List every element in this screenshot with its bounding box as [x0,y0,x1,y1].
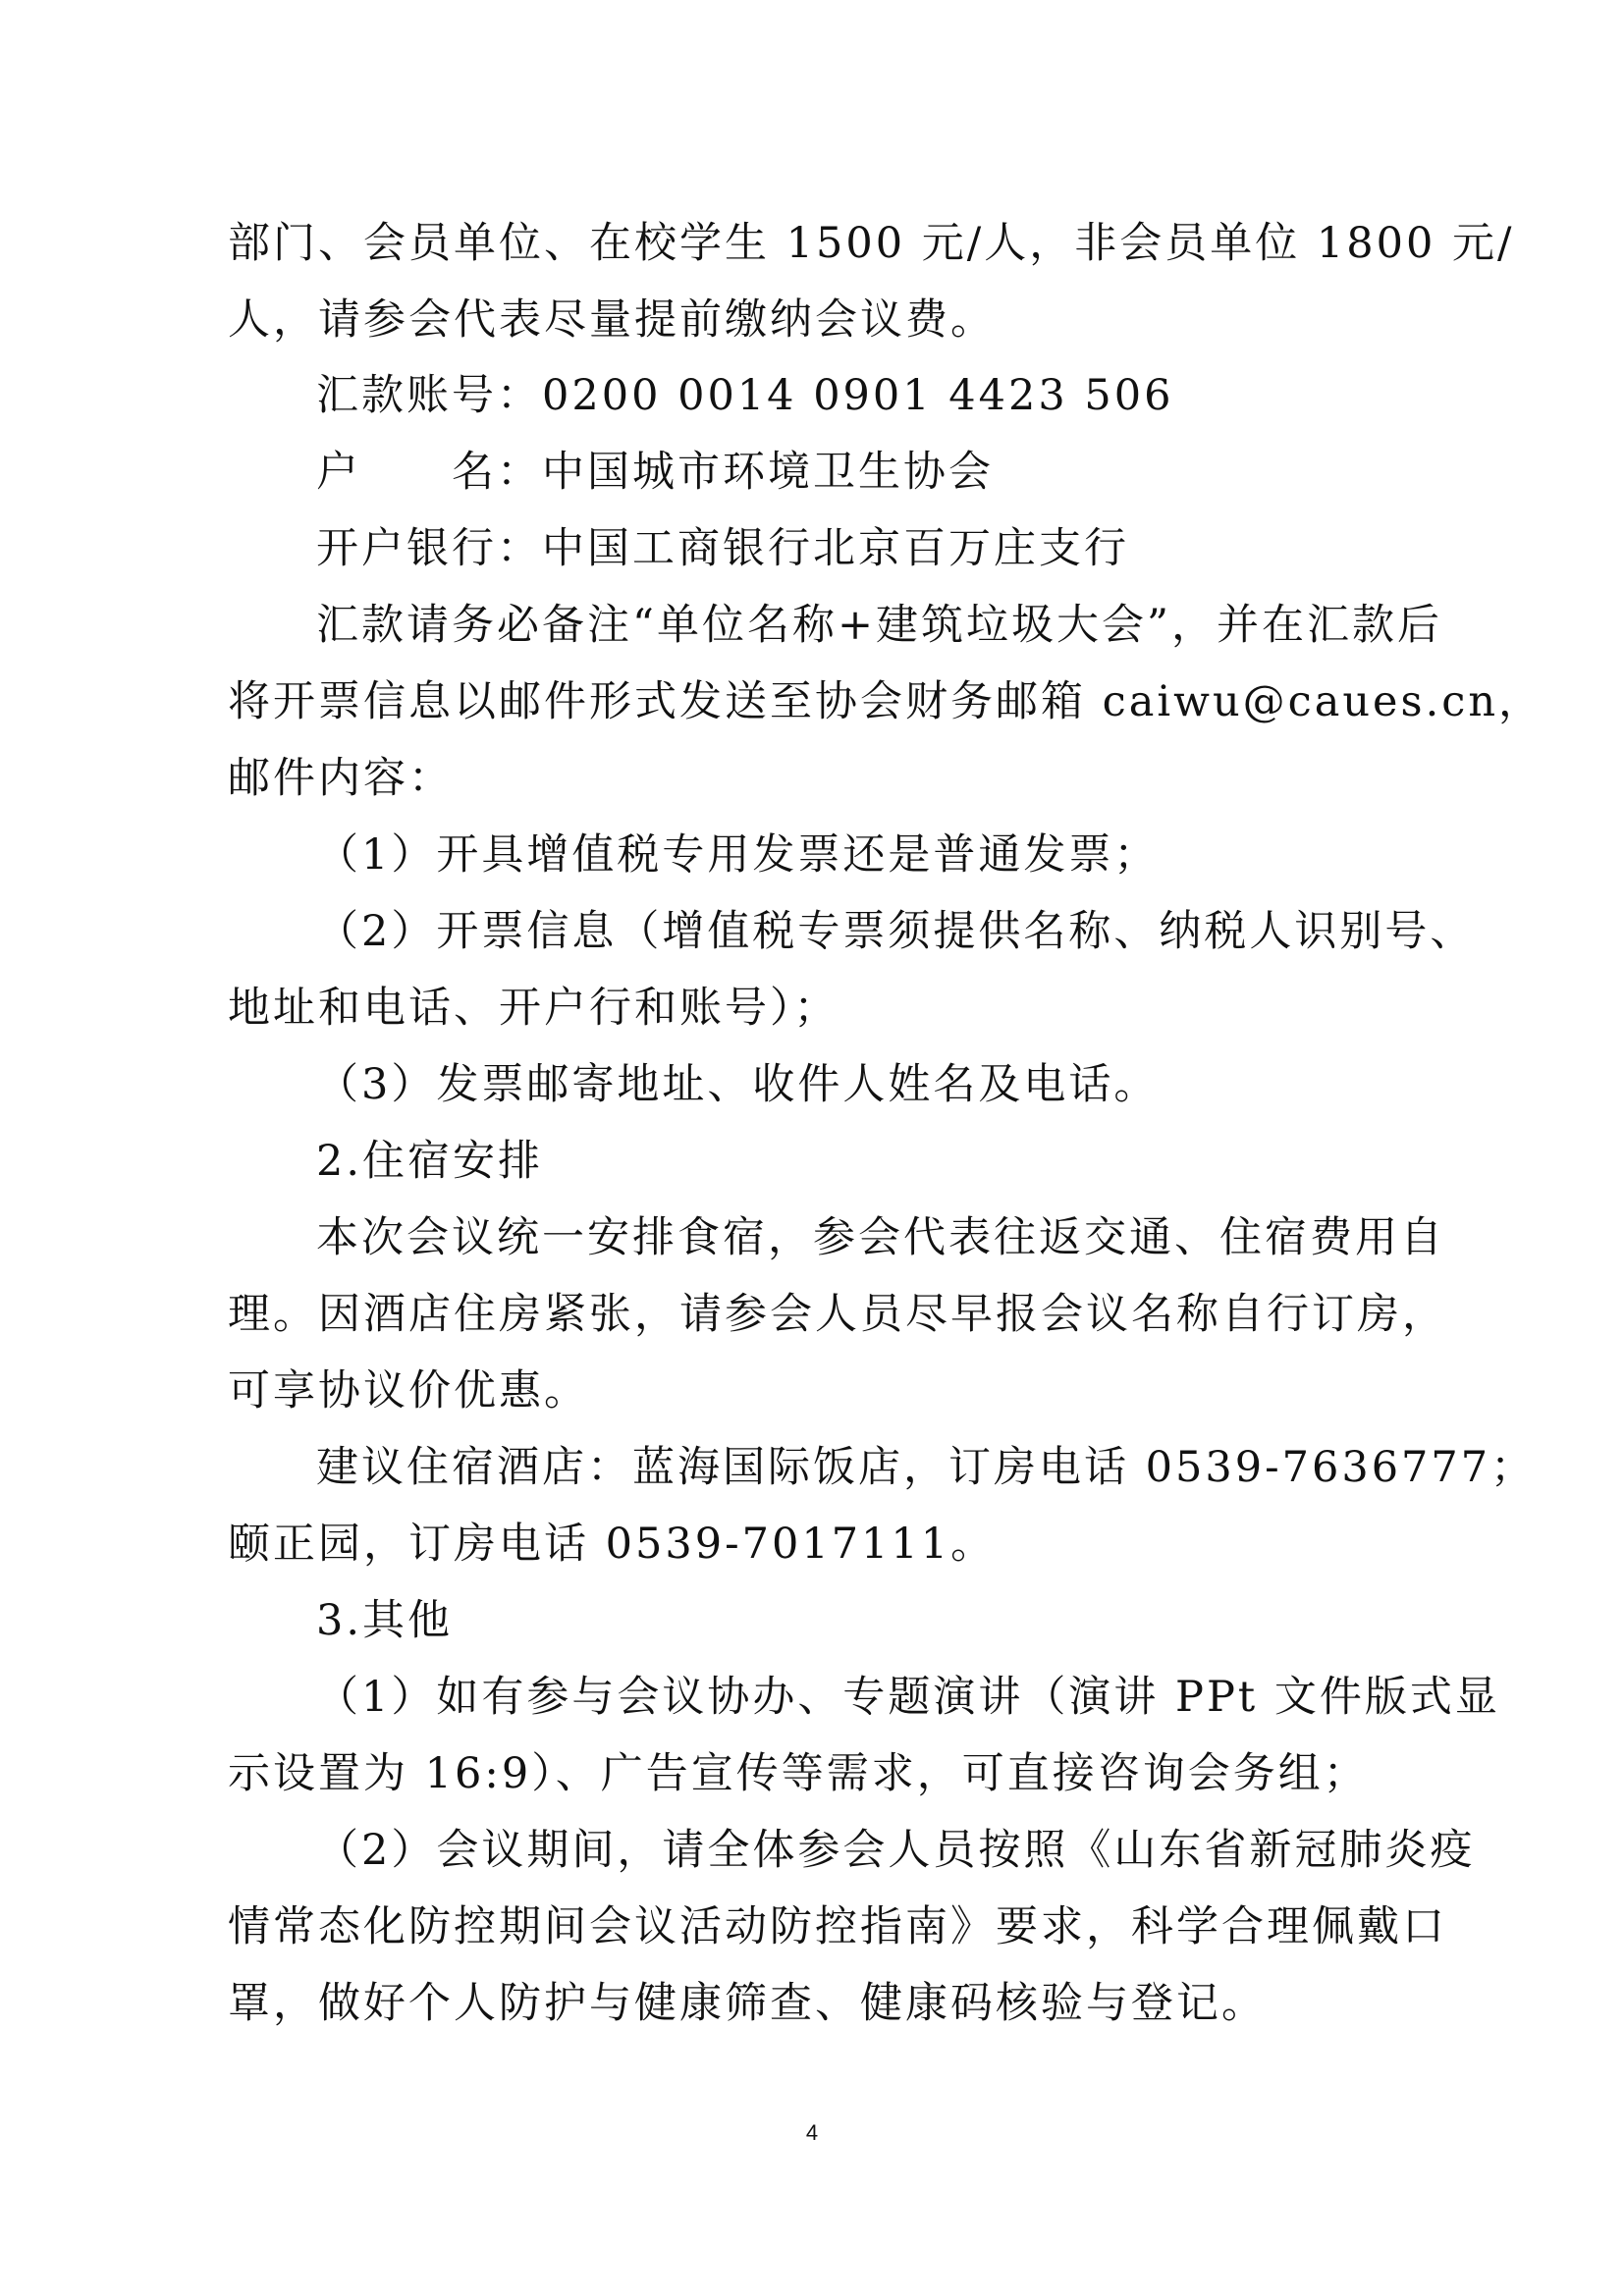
body-line-18: 颐正园，订房电话 0539-7017111。 [228,1520,997,1569]
body-line-6: 汇款请务必备注“单位名称+建筑垃圾大会”，并在汇款后 [316,601,1442,650]
body-line-11: 地址和电话、开户行和账号）； [228,984,839,1033]
body-line-17: 建议住宿酒店：蓝海国际饭店，订房电话 0539-7636777； [316,1443,1537,1492]
body-line-9: （1）开具增值税专用发票还是普通发票； [316,830,1160,880]
page-number: 4 [805,2120,819,2145]
body-line-3: 汇款账号：0200 0014 0901 4423 506 [316,371,1174,420]
body-line-10: （2）开票信息（增值税专票须提供名称、纳税人识别号、 [316,907,1476,956]
body-line-14: 本次会议统一安排食宿，参会代表往返交通、住宿费用自 [316,1213,1445,1262]
body-line-24: 罩，做好个人防护与健康筛查、健康码核验与登记。 [228,1979,1267,2028]
body-line-2: 人，请参会代表尽量提前缴纳会议费。 [228,295,996,345]
body-line-4: 户 名：中国城市环境卫生协会 [316,448,994,497]
section-heading-other: 3.其他 [316,1596,454,1645]
body-line-5: 开户银行：中国工商银行北京百万庄支行 [316,524,1129,573]
body-line-22: （2）会议期间，请全体参会人员按照《山东省新冠肺炎疫 [316,1826,1476,1875]
body-line-21: 示设置为 16:9）、广告宣传等需求，可直接咨询会务组； [228,1749,1369,1798]
body-line-20: （1）如有参与会议协办、专题演讲（演讲 PPt 文件版式显 [316,1673,1500,1722]
body-line-8: 邮件内容： [228,754,454,803]
body-line-15: 理。因酒店住房紧张，请参会人员尽早报会议名称自行订房， [228,1290,1447,1339]
body-line-23: 情常态化防控期间会议活动防控指南》要求，科学合理佩戴口 [228,1902,1447,1951]
body-line-1: 部门、会员单位、在校学生 1500 元/人，非会员单位 1800 元/ [228,219,1515,268]
body-line-7: 将开票信息以邮件形式发送至协会财务邮箱 caiwu@caues.cn， [228,677,1544,726]
body-line-12: （3）发票邮寄地址、收件人姓名及电话。 [316,1060,1160,1109]
body-line-16: 可享协议价优惠。 [228,1366,589,1415]
section-heading-accommodation: 2.住宿安排 [316,1137,544,1186]
